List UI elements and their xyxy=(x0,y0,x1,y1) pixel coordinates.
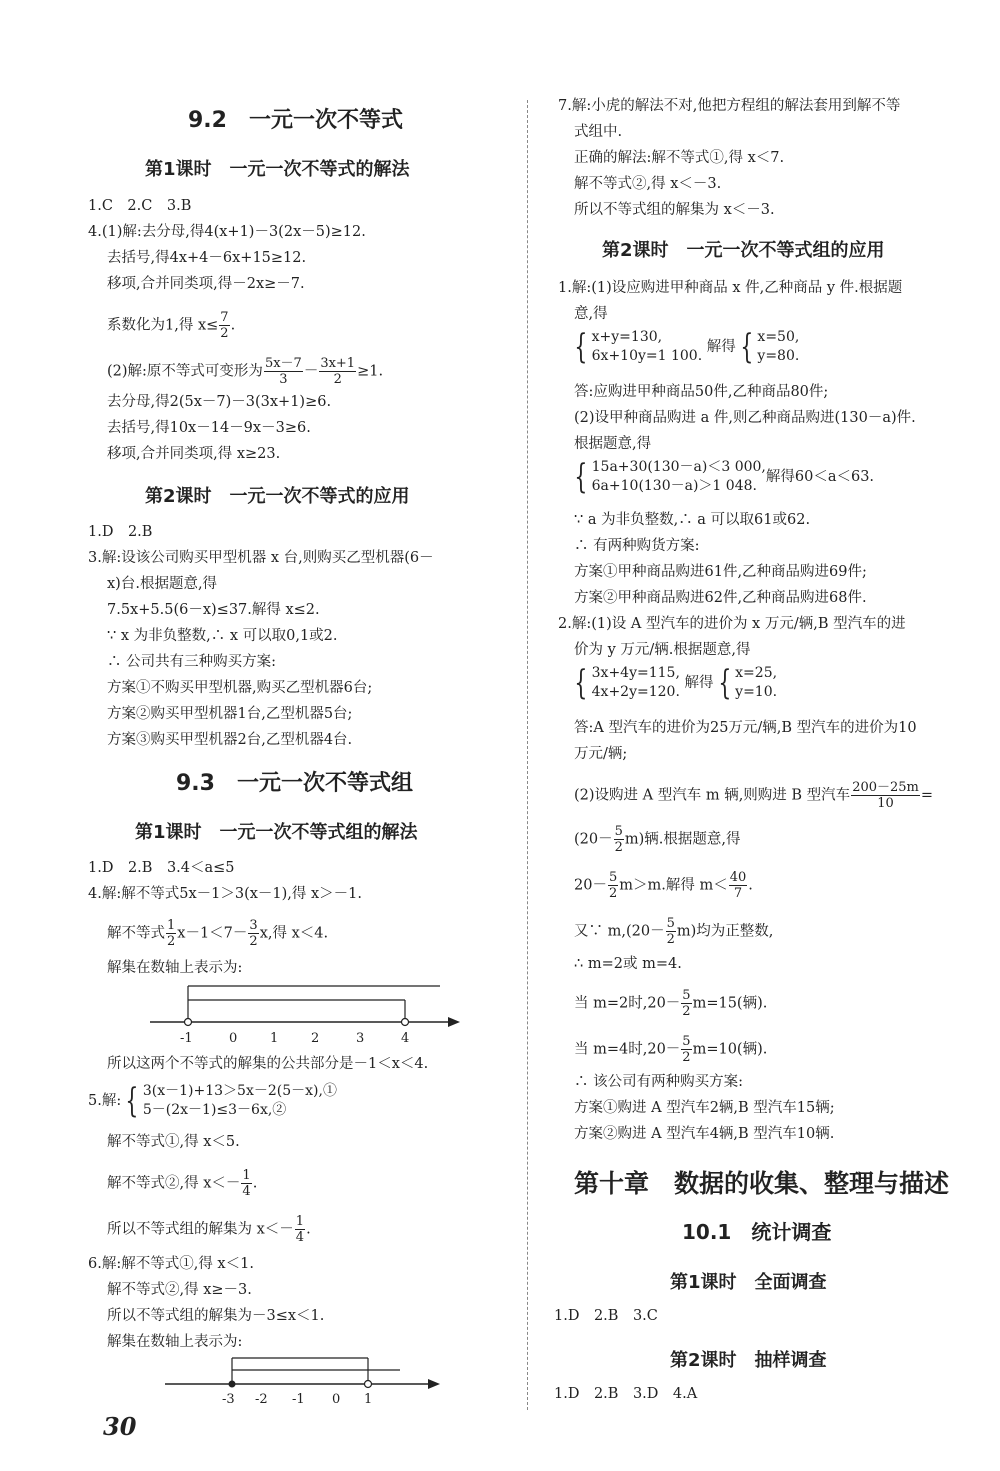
lesson-title: 第1课时 一元一次不等式组的解法 xyxy=(135,822,418,843)
answer-line: 又∵ m,(20－ $\frac{5}{2}$ m)均为正整数, xyxy=(574,916,774,947)
answer-line: 2.解:(1)设 A 型汽车的进价为 x 万元/辆,B 型汽车的进 xyxy=(558,616,906,632)
answer-line: ∴ 公司共有三种购买方案: xyxy=(107,654,276,670)
answer-line: 4.(1)解:去分母,得4(x+1)－3(2x－5)≥12. xyxy=(88,224,366,240)
fraction: $\frac{3}{2}$ xyxy=(249,918,258,949)
answer-line: 去分母,得2(5x－7)－3(3x+1)≥6. xyxy=(107,394,332,410)
answer-line: 价为 y 万元/辆.根据题意,得 xyxy=(574,642,751,658)
answer-line: 4.解:解不等式5x－1＞3(x－1),得 x＞－1. xyxy=(88,886,363,902)
fraction: $\frac{3x+1}{2}$ xyxy=(320,356,356,387)
answer-line: 7.5x+5.5(6－x)≤37.解得 x≤2. xyxy=(107,602,320,618)
answer-line: 1.C 2.C 3.B xyxy=(88,198,192,214)
answer-line: 方案①甲种商品购进61件,乙种商品购进69件; xyxy=(574,564,867,580)
number-line-2 xyxy=(160,1350,450,1410)
answer-line: 7.解:小虎的解法不对,他把方程组的解法套用到解不等 xyxy=(558,98,901,114)
answer-line: 1.D 2.B xyxy=(88,524,153,540)
answer-line: 3.解:设该公司购买甲型机器 x 台,则购买乙型机器(6－ xyxy=(88,550,434,566)
axis-tick-label: 1 xyxy=(364,1392,373,1407)
answer-line: 当 m=4时,20－ $\frac{5}{2}$ m=10(辆). xyxy=(574,1034,768,1065)
lesson-title: 第1课时 全面调查 xyxy=(670,1272,827,1293)
fraction: $\frac{40}{7}$ xyxy=(729,870,747,901)
answer-line: 正确的解法:解不等式①,得 x＜7. xyxy=(574,150,785,166)
answer-line: 1.D 2.B 3.D 4.A xyxy=(554,1386,698,1402)
answer-line: 移项,合并同类项,得－2x≥－7. xyxy=(107,276,305,292)
fraction: $\frac{5}{2}$ xyxy=(608,870,618,901)
answer-line: 解不等式②,得 x＜－3. xyxy=(574,176,722,192)
answer-line: (2)设甲种商品购进 a 件,则乙种商品购进(130－a)件. xyxy=(574,410,916,426)
lesson-title: 第1课时 一元一次不等式的解法 xyxy=(145,159,410,180)
answer-line: 所以不等式组的解集为 x＜－3. xyxy=(574,202,775,218)
answer-line: ∴ 有两种购货方案: xyxy=(574,538,700,554)
equation-system: { 3x+4y=115, 4x+2y=120. 解得 { x=25, y=10. xyxy=(574,663,778,703)
section-10-1-title: 10.1 统计调查 xyxy=(682,1220,832,1244)
axis-tick-label: 4 xyxy=(401,1031,410,1046)
fraction: $\frac{1}{2}$ xyxy=(167,918,176,949)
answer-line: 所以这两个不等式的解集的公共部分是－1＜x＜4. xyxy=(107,1056,429,1072)
answer-line: (2)解:原不等式可变形为 $\frac{5x-7}{3}$ － $\frac{3x+1}{2}$ ≥1. xyxy=(107,356,384,387)
chapter-10-title: 第十章 数据的收集、整理与描述 xyxy=(574,1169,950,1198)
answer-line: 1.D 2.B 3.4＜a≤5 xyxy=(88,860,235,876)
answer-line: 去括号,得4x+4－6x+15≥12. xyxy=(107,250,307,266)
answer-line: ∵ x 为非负整数,∴ x 可以取0,1或2. xyxy=(107,628,338,644)
fraction: $\frac{1}{4}$ xyxy=(242,1168,251,1199)
page-number: 30 xyxy=(103,1412,137,1441)
lesson-title: 第2课时 一元一次不等式组的应用 xyxy=(602,240,885,261)
fraction: $\frac{5}{2}$ xyxy=(614,824,623,855)
answer-line: 解不等式②,得 x≥－3. xyxy=(107,1282,252,1298)
answer-line: ∴ 该公司有两种购买方案: xyxy=(574,1074,743,1090)
answer-line: 解集在数轴上表示为: xyxy=(107,960,243,976)
answer-line: 当 m=2时,20－ $\frac{5}{2}$ m=15(辆). xyxy=(574,988,768,1019)
answer-line: 万元/辆; xyxy=(574,746,628,762)
section-9-3-title: 9.3 一元一次不等式组 xyxy=(176,771,413,796)
answer-line: 意,得 xyxy=(574,306,608,322)
answer-line: ∵ a 为非负整数,∴ a 可以取61或62. xyxy=(574,512,811,528)
axis-tick-label: -1 xyxy=(180,1031,193,1046)
answer-line: 系数化为1,得 x≤ $\frac{7}{2}$ . xyxy=(107,310,236,341)
answer-line: 方案②购进 A 型汽车4辆,B 型汽车10辆. xyxy=(574,1126,835,1142)
answer-line: 所以不等式组的解集为－3≤x＜1. xyxy=(107,1308,325,1324)
answer-line: 方案②甲种商品购进62件,乙种商品购进68件. xyxy=(574,590,867,606)
fraction: $\frac{5}{2}$ xyxy=(666,916,675,947)
answer-line: 方案①不购买甲型机器,购买乙型机器6台; xyxy=(107,680,373,696)
lesson-title: 第2课时 抽样调查 xyxy=(670,1350,827,1371)
answer-line: 答:应购进甲种商品50件,乙种商品80件; xyxy=(574,384,829,400)
fraction: $\frac{7}{2}$ xyxy=(220,310,229,341)
answer-line: 6.解:解不等式①,得 x＜1. xyxy=(88,1256,254,1272)
fraction: $\frac{1}{4}$ xyxy=(295,1214,305,1245)
answer-line: 解不等式②,得 x＜－ $\frac{1}{4}$ . xyxy=(107,1168,258,1199)
fraction: $\frac{5}{2}$ xyxy=(682,988,691,1019)
answer-line: 1.解:(1)设应购进甲种商品 x 件,乙种商品 y 件.根据题 xyxy=(558,280,903,296)
axis-tick-label: 2 xyxy=(311,1031,320,1046)
answer-line: 所以不等式组的解集为 x＜－ $\frac{1}{4}$ . xyxy=(107,1214,311,1245)
axis-tick-label: -1 xyxy=(292,1392,305,1407)
answer-line: 式组中. xyxy=(574,124,623,140)
answer-line: x)台.根据题意,得 xyxy=(107,576,218,592)
fraction: $\frac{200-25m}{10}$ xyxy=(852,780,919,811)
equation-system: { x+y=130, 6x+10y=1 100. 解得 { x=50, y=80. xyxy=(574,327,800,367)
answer-line: 方案①购进 A 型汽车2辆,B 型汽车15辆; xyxy=(574,1100,835,1116)
answer-line: 方案②购买甲型机器1台,乙型机器5台; xyxy=(107,706,353,722)
fraction: $\frac{5x-7}{3}$ xyxy=(264,356,302,387)
answer-line: 根据题意,得 xyxy=(574,436,652,452)
axis-tick-label: -3 xyxy=(222,1392,235,1407)
axis-tick-label: 0 xyxy=(332,1392,341,1407)
fraction: $\frac{5}{2}$ xyxy=(682,1034,691,1065)
answer-line: 解不等式①,得 x＜5. xyxy=(107,1134,240,1150)
answer-line: 方案③购买甲型机器2台,乙型机器4台. xyxy=(107,732,353,748)
section-9-2-title: 9.2 一元一次不等式 xyxy=(188,108,403,133)
axis-tick-label: 0 xyxy=(229,1031,238,1046)
answer-line: 解不等式 $\frac{1}{2}$ x－1＜7－ $\frac{3}{2}$ x,得 x＜4. xyxy=(107,918,329,949)
answer-line: 5.解: { 3(x－1)+13＞5x－2(5－x),① 5－(2x－1)≤3－6x,② xyxy=(88,1081,337,1121)
axis-tick-label: -2 xyxy=(255,1392,268,1407)
answer-line: 去括号,得10x－14－9x－3≥6. xyxy=(107,420,311,436)
answer-line: 答:A 型汽车的进价为25万元/辆,B 型汽车的进价为10 xyxy=(574,720,917,736)
answer-line: 移项,合并同类项,得 x≥23. xyxy=(107,446,281,462)
column-divider xyxy=(527,100,528,1410)
answer-line: 解集在数轴上表示为: xyxy=(107,1334,243,1350)
answer-line: 1.D 2.B 3.C xyxy=(554,1308,658,1324)
axis-tick-label: 1 xyxy=(270,1031,279,1046)
answer-line: 20－ $\frac{5}{2}$ m＞m.解得 m＜ $\frac{40}{7}$ . xyxy=(574,870,753,901)
number-line-1 xyxy=(140,978,470,1048)
answer-line: (2)设购进 A 型汽车 m 辆,则购进 B 型汽车 $\frac{200-25m}{10}$ = xyxy=(574,780,934,811)
equation-system: { 15a+30(130－a)＜3 000, 6a+10(130－a)＞1 048.解得60＜a＜63. xyxy=(574,457,875,497)
answer-line: (20－ $\frac{5}{2}$ m)辆.根据题意,得 xyxy=(574,824,741,855)
lesson-title: 第2课时 一元一次不等式的应用 xyxy=(145,486,410,507)
answer-line: ∴ m=2或 m=4. xyxy=(574,956,682,972)
axis-tick-label: 3 xyxy=(356,1031,365,1046)
